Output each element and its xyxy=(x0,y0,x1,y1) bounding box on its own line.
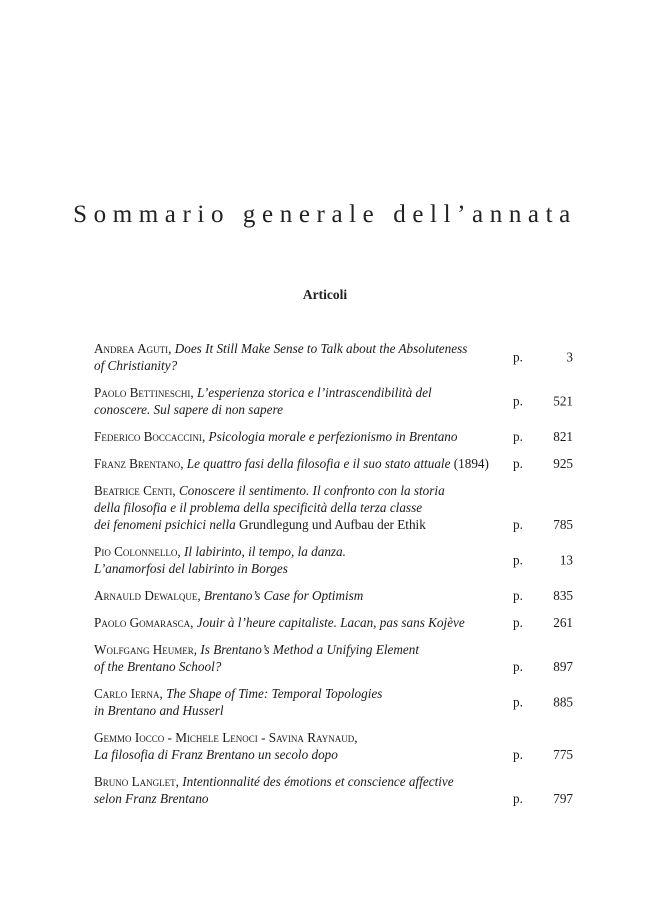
toc-entry-text xyxy=(94,641,504,675)
page-number: 3 xyxy=(566,349,573,365)
page-prefix: p. xyxy=(513,393,523,409)
page-prefix: p. xyxy=(513,747,523,762)
page-prefix: p. xyxy=(513,349,523,365)
entry-separator: , xyxy=(159,686,167,701)
page-number: 897 xyxy=(553,659,573,674)
entry-title: conoscere. Sul sapere di non sapere xyxy=(94,402,283,417)
toc-entry xyxy=(94,482,574,533)
entry-title: L’anamorfosi del labirinto in Borges xyxy=(94,561,288,576)
entry-title: of the Brentano School? xyxy=(94,659,222,674)
entry-title: Jouir à l’heure capitaliste. Lacan, pas sans Kojève xyxy=(196,615,465,630)
entry-author: Franz Brentano xyxy=(94,456,181,471)
page-number: 885 xyxy=(553,694,573,710)
entry-title: of Christianity? xyxy=(94,358,178,373)
entry-title: della filosofia e il problema della specificità della terza classe xyxy=(94,500,423,515)
toc-entry-text xyxy=(94,614,504,631)
entry-title: in Brentano and Husserl xyxy=(94,703,224,718)
entry-title: Does It Still Make Sense to Talk about the Absoluteness xyxy=(174,341,468,356)
entry-author: Paolo Gomarasca xyxy=(94,615,191,630)
toc-entry-text xyxy=(94,340,504,374)
toc-entry-text xyxy=(94,729,504,763)
entry-title: Grundlegung und Aufbau der Ethik xyxy=(239,517,426,532)
toc-entry-text xyxy=(94,685,504,719)
page-number: 797 xyxy=(553,791,573,806)
entry-title: The Shape of Time: Temporal Topologies xyxy=(166,686,383,701)
toc-entry-text xyxy=(94,384,504,418)
page-number: 261 xyxy=(553,615,573,630)
entry-title: L’esperienza storica e l’intrascendibilità del xyxy=(197,385,432,400)
page-prefix: p. xyxy=(513,456,523,471)
entry-author: Beatrice Centi xyxy=(94,483,173,498)
entry-author: Wolfgang Heumer xyxy=(94,642,194,657)
table-of-contents xyxy=(94,340,574,817)
entry-separator: , xyxy=(193,642,201,657)
page-prefix: p. xyxy=(513,552,523,568)
entry-title: (1894) xyxy=(450,456,489,471)
page-prefix: p. xyxy=(513,429,523,444)
entry-separator: , xyxy=(354,730,358,745)
entry-author: Arnauld Dewalque xyxy=(94,588,198,603)
toc-entry xyxy=(94,614,574,631)
entry-separator: , xyxy=(177,544,185,559)
entry-author: Bruno Langlet xyxy=(94,774,176,789)
toc-entry xyxy=(94,384,574,418)
page-number: 521 xyxy=(553,393,573,409)
toc-entry-text xyxy=(94,455,514,472)
entry-author: Federico Boccaccini xyxy=(94,429,202,444)
entry-title: Is Brentano’s Method a Unifying Element xyxy=(200,642,420,657)
toc-entry xyxy=(94,340,574,374)
entry-separator: , xyxy=(190,385,198,400)
entry-title: Conoscere il sentimento. Il confronto con la storia xyxy=(178,483,445,498)
toc-entry-text xyxy=(94,482,504,533)
toc-entry-text xyxy=(94,428,504,445)
entry-title: Intentionnalité des émotions et conscience affective xyxy=(182,774,454,789)
section-heading: Articoli xyxy=(302,287,348,302)
toc-entry xyxy=(94,543,574,577)
page-number: 785 xyxy=(553,517,573,532)
page-prefix: p. xyxy=(513,588,523,603)
entry-separator: , xyxy=(201,429,209,444)
page-prefix: p. xyxy=(513,694,523,710)
toc-entry-text xyxy=(94,587,504,604)
entry-author: Carlo Ierna xyxy=(94,686,160,701)
toc-entry xyxy=(94,685,574,719)
entry-author: Gemmo Iocco - Michele Lenoci - Savina Raynaud xyxy=(94,730,355,745)
page-number: 835 xyxy=(553,588,573,603)
page-prefix: p. xyxy=(513,659,523,674)
page-prefix: p. xyxy=(513,615,523,630)
entry-title: La filosofia di Franz Brentano un secolo dopo xyxy=(94,747,338,762)
toc-entry xyxy=(94,773,574,807)
entry-title: Brentano’s Case for Optimism xyxy=(203,588,364,603)
entry-author: Pio Colonnello xyxy=(94,544,178,559)
entry-author: Andrea Aguti xyxy=(94,341,169,356)
entry-title: Psicologia morale e perfezionismo in Brentano xyxy=(208,429,458,444)
toc-entry-text xyxy=(94,543,504,577)
page-number: 821 xyxy=(553,429,573,444)
entry-separator: , xyxy=(172,483,179,498)
page-prefix: p. xyxy=(513,517,523,532)
entry-separator: , xyxy=(190,615,197,630)
entry-title: dei fenomeni psichici nella xyxy=(94,517,240,532)
toc-entry xyxy=(94,729,574,763)
page-number: 13 xyxy=(559,552,573,568)
page-number: 775 xyxy=(553,747,573,762)
page-title: Sommario generale dell’annata xyxy=(73,200,577,228)
page-prefix: p. xyxy=(513,791,523,806)
entry-separator: , xyxy=(168,341,175,356)
entry-separator: , xyxy=(197,588,204,603)
page-number: 925 xyxy=(553,456,573,471)
toc-entry xyxy=(94,428,574,445)
entry-author: Paolo Bettineschi xyxy=(94,385,191,400)
entry-title: Il labirinto, il tempo, la danza. xyxy=(184,544,346,559)
entry-title: selon Franz Brentano xyxy=(94,791,209,806)
toc-entry-text xyxy=(94,773,504,807)
toc-entry xyxy=(94,641,574,675)
toc-entry xyxy=(94,587,574,604)
entry-separator: , xyxy=(175,774,183,789)
entry-title: Le quattro fasi della filosofia e il suo stato attuale xyxy=(186,456,451,471)
toc-entry xyxy=(94,455,574,472)
entry-separator: , xyxy=(180,456,187,471)
